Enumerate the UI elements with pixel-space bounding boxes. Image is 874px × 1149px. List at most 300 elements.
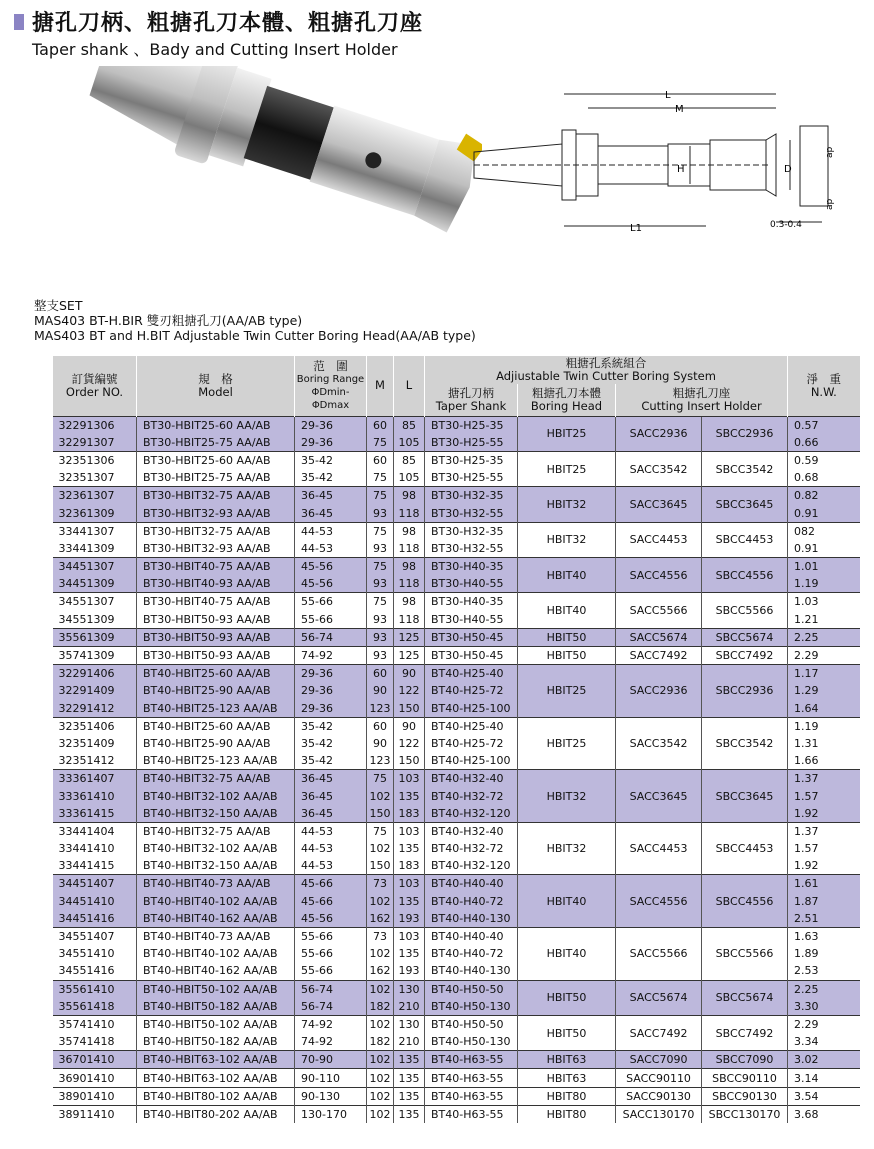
cell-holder-sbcc: SBCC4556: [702, 558, 788, 593]
cell-m-value: 182: [367, 1033, 394, 1051]
dim-ap-top: ap: [825, 146, 835, 158]
cell-l-value: 122: [394, 682, 425, 699]
cell-model: BT40-HBIT40-102 AA/AB: [137, 945, 295, 962]
cell-boring-head: HBIT40: [518, 875, 616, 928]
cell-taper-shank: BT30-H40-35: [425, 558, 518, 576]
cell-weight: 3.14: [788, 1069, 860, 1087]
spec-table: [52, 356, 860, 1123]
table-row: [53, 980, 860, 998]
cell-boring-head: HBIT25: [518, 451, 616, 486]
cell-order-no: 32291307: [53, 434, 137, 452]
cell-boring-head: HBIT40: [518, 593, 616, 628]
cell-taper-shank: BT30-H25-55: [425, 469, 518, 487]
cell-model: BT30-HBIT25-60 AA/AB: [137, 451, 295, 469]
cell-m-value: 75: [367, 522, 394, 540]
cell-weight: 1.21: [788, 611, 860, 629]
set-spec-zh: MAS403 BT-H.BIR 雙刃粗搪孔刀(AA/AB type): [34, 313, 303, 328]
cell-model: BT30-HBIT32-75 AA/AB: [137, 522, 295, 540]
cell-weight: 2.51: [788, 910, 860, 928]
cell-model: BT40-HBIT32-75 AA/AB: [137, 770, 295, 788]
cell-holder-sacc: SACC7492: [616, 646, 702, 664]
cell-boring-range: 36-45: [295, 487, 367, 505]
cell-l-value: 103: [394, 822, 425, 840]
cell-holder-sacc: SACC3542: [616, 451, 702, 486]
cell-weight: 1.31: [788, 735, 860, 752]
cell-l-value: 210: [394, 1033, 425, 1051]
cell-l-value: 125: [394, 628, 425, 646]
cell-l-value: 183: [394, 857, 425, 875]
cell-model: BT40-HBIT25-90 AA/AB: [137, 735, 295, 752]
cell-l-value: 98: [394, 522, 425, 540]
cell-weight: 1.03: [788, 593, 860, 611]
cell-holder-sbcc: SBCC7492: [702, 646, 788, 664]
cell-m-value: 102: [367, 840, 394, 857]
cell-model: BT40-HBIT50-102 AA/AB: [137, 1015, 295, 1033]
cell-m-value: 162: [367, 910, 394, 928]
cell-l-value: 105: [394, 434, 425, 452]
cell-order-no: 33441309: [58, 541, 115, 555]
cell-l-value: 135: [394, 787, 425, 804]
cell-m-value: 93: [367, 611, 394, 629]
cell-l-value: 90: [394, 717, 425, 735]
cell-order-no: 34451307: [53, 558, 137, 576]
cell-order-no: 35741309: [53, 646, 137, 664]
cell-model: BT30-HBIT40-75 AA/AB: [137, 593, 295, 611]
cell-weight: 3.68: [788, 1105, 860, 1123]
cell-model: BT40-HBIT80-102 AA/AB: [137, 1087, 295, 1105]
cell-boring-range: 35-42: [295, 717, 367, 735]
table-row: [53, 593, 860, 611]
cell-model: BT30-HBIT32-93 AA/AB: [137, 504, 295, 522]
cell-holder-sbcc: SBCC2936: [702, 665, 788, 718]
cell-m-value: 93: [367, 575, 394, 593]
cell-model: BT40-HBIT40-102 AA/AB: [137, 893, 295, 910]
cell-model: BT40-HBIT40-162 AA/AB: [137, 910, 295, 928]
cell-weight: 1.63: [788, 927, 860, 945]
cell-order-no: 35561418: [53, 998, 137, 1016]
cell-m-value: 75: [367, 770, 394, 788]
cell-boring-range: 45-56: [295, 558, 367, 576]
cell-taper-shank: BT40-H40-130: [425, 910, 518, 928]
header-system: [425, 356, 788, 384]
cell-taper-shank: BT40-H32-72: [425, 787, 518, 804]
cell-m-value: 123: [367, 700, 394, 718]
cell-m-value: 102: [367, 1069, 394, 1087]
cell-boring-head: HBIT80: [518, 1087, 616, 1105]
header-holder-en: Cutting Insert Holder: [641, 398, 762, 413]
cell-order-no: 33441415: [58, 859, 115, 873]
cell-taper-shank: BT30-H25-35: [425, 416, 518, 434]
header-range-en: Boring Range: [296, 373, 365, 385]
cell-order-no: 34551307: [53, 593, 137, 611]
cell-boring-range: 35-42: [295, 469, 367, 487]
cell-boring-head: HBIT50: [518, 646, 616, 664]
cell-m-value: 60: [367, 416, 394, 434]
cell-holder-sbcc: SBCC3645: [702, 770, 788, 823]
header-shank: [425, 384, 518, 416]
dim-H: H: [677, 164, 685, 175]
cell-order-no: 32291406: [53, 665, 137, 683]
cell-weight: 3.54: [788, 1087, 860, 1105]
header-model-en: Model: [198, 384, 233, 399]
header-holder: [616, 384, 788, 416]
cell-boring-range: 55-66: [295, 927, 367, 945]
cell-boring-range: 130-170: [295, 1105, 367, 1123]
cell-m-value: 73: [367, 875, 394, 893]
header-shank-zh: 搪孔刀柄: [448, 385, 494, 400]
cell-holder-sacc: SACC3645: [616, 487, 702, 522]
header-holder-zh: 粗搪孔刀座: [672, 385, 731, 400]
cell-l-value: 98: [394, 558, 425, 576]
cell-boring-range: 44-53: [295, 522, 367, 540]
cell-weight: 1.19: [788, 575, 860, 593]
cell-boring-range: 29-36: [295, 434, 367, 452]
cell-holder-sbcc: SBCC5566: [702, 593, 788, 628]
cell-m-value: 75: [367, 558, 394, 576]
cell-holder-sacc: SACC130170: [616, 1105, 702, 1123]
cell-weight: 1.64: [788, 700, 860, 718]
cell-m-value: 60: [367, 451, 394, 469]
cell-taper-shank: BT40-H40-72: [425, 893, 518, 910]
header-model-zh: 規 格: [198, 371, 233, 386]
cell-order-no: 35561410: [53, 980, 137, 998]
table-row: [53, 1051, 860, 1069]
cell-l-value: 118: [394, 504, 425, 522]
cell-holder-sacc: SACC5674: [616, 628, 702, 646]
dim-ap-bottom: ap: [825, 198, 835, 210]
cell-weight: 1.29: [788, 682, 860, 699]
cell-l-value: 98: [394, 487, 425, 505]
header-head: [518, 384, 616, 416]
cell-taper-shank: BT40-H25-40: [425, 665, 518, 683]
cell-boring-range: 74-92: [295, 1033, 367, 1051]
cell-weight: 2.29: [788, 1015, 860, 1033]
cell-taper-shank: BT40-H32-120: [425, 805, 518, 823]
header-weight-zh: 淨 重: [806, 371, 842, 386]
cell-l-value: 135: [394, 1051, 425, 1069]
cell-holder-sbcc: SBCC3645: [702, 487, 788, 522]
cell-holder-sbcc: SBCC4453: [702, 522, 788, 557]
cell-boring-head: HBIT50: [518, 1015, 616, 1050]
cell-taper-shank: BT40-H25-72: [425, 735, 518, 752]
cell-weight: 2.53: [788, 962, 860, 980]
cell-model: BT40-HBIT80-202 AA/AB: [137, 1105, 295, 1123]
cell-taper-shank: BT40-H40-130: [425, 962, 518, 980]
cell-order-no: 32351409: [58, 736, 115, 750]
table-row: [53, 927, 860, 945]
cell-taper-shank: BT30-H25-35: [425, 451, 518, 469]
page-header: [14, 6, 423, 60]
cell-boring-head: HBIT25: [518, 416, 616, 451]
cell-m-value: 102: [367, 787, 394, 804]
cell-taper-shank: BT40-H25-72: [425, 682, 518, 699]
cell-m-value: 102: [367, 1015, 394, 1033]
header-head-en: Boring Head: [530, 398, 603, 413]
cell-taper-shank: BT40-H50-50: [425, 980, 518, 998]
cell-boring-head: HBIT40: [518, 927, 616, 980]
dim-L: L: [665, 90, 671, 101]
cell-l-value: 90: [394, 665, 425, 683]
cell-holder-sacc: SACC2936: [616, 416, 702, 451]
cell-boring-head: HBIT32: [518, 487, 616, 522]
cell-boring-head: HBIT25: [518, 717, 616, 770]
cell-l-value: 135: [394, 1087, 425, 1105]
cell-order-no: 36701410: [53, 1051, 137, 1069]
cell-holder-sacc: SACC4453: [616, 822, 702, 875]
cell-taper-shank: BT40-H25-100: [425, 700, 518, 718]
cell-l-value: 118: [394, 540, 425, 558]
cell-boring-range: 55-66: [295, 962, 367, 980]
table-row: [53, 770, 860, 788]
cell-model: BT30-HBIT32-93 AA/AB: [137, 540, 295, 558]
cell-boring-range: 56-74: [295, 998, 367, 1016]
cell-model: BT40-HBIT50-102 AA/AB: [137, 980, 295, 998]
cell-taper-shank: BT40-H32-72: [425, 840, 518, 857]
cell-taper-shank: BT30-H32-55: [425, 540, 518, 558]
cell-taper-shank: BT30-H32-35: [425, 522, 518, 540]
cell-order-no: 35741418: [58, 1035, 115, 1049]
cell-order-no: 34551410: [58, 947, 115, 961]
header-model: [137, 356, 295, 416]
cell-order-no: 32351306: [53, 451, 137, 469]
cell-m-value: 73: [367, 927, 394, 945]
cell-order-no: 33361415: [53, 805, 137, 823]
cell-order-no: 35561309: [53, 628, 137, 646]
cell-weight: 1.01: [788, 558, 860, 576]
table-row: [53, 875, 860, 893]
cell-holder-sbcc: SBCC4453: [702, 822, 788, 875]
cell-boring-range: 35-42: [295, 451, 367, 469]
cell-model: BT30-HBIT25-75 AA/AB: [137, 469, 295, 487]
cell-model: BT40-HBIT32-150 AA/AB: [137, 857, 295, 875]
cell-taper-shank: BT40-H40-40: [425, 875, 518, 893]
cell-taper-shank: BT30-H40-55: [425, 575, 518, 593]
cell-m-value: 75: [367, 469, 394, 487]
cell-boring-range: 56-74: [295, 628, 367, 646]
cell-taper-shank: BT40-H32-40: [425, 770, 518, 788]
cell-holder-sacc: SACC5566: [616, 927, 702, 980]
cell-model: BT40-HBIT25-60 AA/AB: [137, 665, 295, 683]
cell-m-value: 75: [367, 822, 394, 840]
cell-boring-range: 70-90: [295, 1051, 367, 1069]
cell-holder-sbcc: SBCC5674: [702, 980, 788, 1015]
cell-weight: 3.02: [788, 1051, 860, 1069]
header-range-zh: 范 圍: [313, 358, 348, 373]
table-row: [53, 416, 860, 434]
cell-l-value: 122: [394, 735, 425, 752]
cell-boring-range: 44-53: [295, 822, 367, 840]
header-weight: [788, 356, 860, 416]
cell-m-value: 75: [367, 434, 394, 452]
cell-weight: 3.34: [788, 1033, 860, 1051]
cell-boring-head: HBIT32: [518, 522, 616, 557]
cell-weight: 1.37: [788, 770, 860, 788]
cell-order-no: 32291306: [53, 416, 137, 434]
set-spec-en: MAS403 BT and H.BIT Adjustable Twin Cutter Boring Head(AA/AB type): [34, 328, 476, 343]
cell-weight: 1.89: [788, 945, 860, 962]
cell-boring-range: 55-66: [295, 611, 367, 629]
cell-weight: 2.25: [788, 980, 860, 998]
cell-holder-sacc: SACC2936: [616, 665, 702, 718]
cell-m-value: 93: [367, 628, 394, 646]
header-range: [295, 356, 367, 416]
cell-l-value: 103: [394, 770, 425, 788]
cell-order-no: 33441410: [58, 842, 115, 856]
cell-m-value: 102: [367, 945, 394, 962]
cell-holder-sacc: SACC90130: [616, 1087, 702, 1105]
dim-L1: L1: [630, 223, 642, 234]
table-row: [53, 558, 860, 576]
table-row: [53, 646, 860, 664]
table-row: [53, 451, 860, 469]
cell-m-value: 93: [367, 646, 394, 664]
cell-m-value: 102: [367, 1087, 394, 1105]
cell-boring-range: 45-66: [295, 875, 367, 893]
cell-boring-range: 35-42: [295, 752, 367, 770]
cell-holder-sacc: SACC7492: [616, 1015, 702, 1050]
header-order-en: Order NO.: [65, 384, 124, 399]
cell-boring-range: 74-92: [295, 1015, 367, 1033]
cell-model: BT40-HBIT32-102 AA/AB: [137, 840, 295, 857]
cell-model: BT30-HBIT50-93 AA/AB: [137, 611, 295, 629]
table-row: [53, 1069, 860, 1087]
cell-order-no: 34451309: [53, 575, 137, 593]
cell-l-value: 125: [394, 646, 425, 664]
cell-taper-shank: BT30-H40-55: [425, 611, 518, 629]
cell-taper-shank: BT40-H50-50: [425, 1015, 518, 1033]
cell-m-value: 75: [367, 593, 394, 611]
cell-l-value: 135: [394, 840, 425, 857]
table-row: [53, 822, 860, 840]
cell-order-no: 33361410: [53, 787, 137, 804]
cell-m-value: 93: [367, 504, 394, 522]
cell-l-value: 103: [394, 875, 425, 893]
cell-order-no: 35741410: [53, 1015, 137, 1033]
cell-order-no: 34451407: [53, 875, 137, 893]
table-body: [53, 416, 860, 1123]
cell-l-value: 118: [394, 611, 425, 629]
header-weight-en: N.W.: [810, 384, 837, 399]
cell-boring-range: 90-130: [295, 1087, 367, 1105]
cell-taper-shank: BT40-H40-72: [425, 945, 518, 962]
dim-clearance: 0.3-0.4: [770, 220, 802, 230]
table-row: [53, 1015, 860, 1033]
cell-boring-range: 36-45: [295, 805, 367, 823]
cell-boring-range: 36-45: [295, 504, 367, 522]
page-title-zh: 搪孔刀柄、粗搪孔刀本體、粗搪孔刀座: [32, 11, 424, 36]
cell-order-no: 34551407: [53, 927, 137, 945]
cell-m-value: 102: [367, 1105, 394, 1123]
cell-weight: 0.66: [788, 434, 860, 452]
cell-boring-head: HBIT80: [518, 1105, 616, 1123]
cell-weight: 1.92: [788, 857, 860, 875]
cell-order-no: 36901410: [53, 1069, 137, 1087]
cell-model: BT40-HBIT40-73 AA/AB: [137, 927, 295, 945]
table-row: [53, 487, 860, 505]
cell-taper-shank: BT30-H50-45: [425, 628, 518, 646]
cell-order-no: 32291409: [53, 682, 137, 699]
cell-boring-head: HBIT63: [518, 1051, 616, 1069]
cell-taper-shank: BT40-H63-55: [425, 1105, 518, 1123]
cell-weight: 3.30: [788, 998, 860, 1016]
cell-m-value: 102: [367, 1051, 394, 1069]
cell-order-no: 34451410: [53, 893, 137, 910]
cell-l-value: 210: [394, 998, 425, 1016]
cell-holder-sacc: SACC3542: [616, 717, 702, 770]
title-marker: [14, 14, 24, 30]
cell-m-value: 60: [367, 665, 394, 683]
cell-holder-sbcc: SBCC5674: [702, 628, 788, 646]
dim-D: D: [784, 164, 792, 175]
cell-boring-range: 74-92: [295, 646, 367, 664]
cell-holder-sbcc: SBCC90130: [702, 1087, 788, 1105]
spec-table-wrapper: [52, 356, 859, 1123]
cell-weight: 1.66: [788, 752, 860, 770]
cell-m-value: 150: [367, 857, 394, 875]
cell-model: BT40-HBIT40-73 AA/AB: [137, 875, 295, 893]
cell-boring-head: HBIT63: [518, 1069, 616, 1087]
cell-weight: 1.17: [788, 665, 860, 683]
cell-boring-range: 36-45: [295, 770, 367, 788]
cell-holder-sacc: SACC4556: [616, 558, 702, 593]
cell-taper-shank: BT30-H40-35: [425, 593, 518, 611]
cell-holder-sacc: SACC7090: [616, 1051, 702, 1069]
header-l: L: [394, 356, 425, 416]
cell-model: BT40-HBIT32-150 AA/AB: [137, 805, 295, 823]
cell-holder-sacc: SACC5566: [616, 593, 702, 628]
cell-boring-range: 44-53: [295, 840, 367, 857]
cell-holder-sacc: SACC5674: [616, 980, 702, 1015]
cell-boring-range: 45-66: [295, 893, 367, 910]
cell-holder-sacc: SACC4453: [616, 522, 702, 557]
cell-taper-shank: BT40-H25-40: [425, 717, 518, 735]
table-row: [53, 1105, 860, 1123]
table-row: [53, 1087, 860, 1105]
cell-boring-range: 90-110: [295, 1069, 367, 1087]
cell-l-value: 183: [394, 805, 425, 823]
cell-model: BT40-HBIT63-102 AA/AB: [137, 1051, 295, 1069]
cell-taper-shank: BT40-H40-40: [425, 927, 518, 945]
cell-model: BT40-HBIT32-102 AA/AB: [137, 787, 295, 804]
cell-l-value: 150: [394, 700, 425, 718]
cell-model: BT30-HBIT50-93 AA/AB: [137, 646, 295, 664]
cell-weight: 1.57: [788, 787, 860, 804]
cell-boring-head: HBIT40: [518, 558, 616, 593]
cell-l-value: 130: [394, 1015, 425, 1033]
cell-taper-shank: BT40-H63-55: [425, 1051, 518, 1069]
cell-boring-range: 29-36: [295, 682, 367, 699]
table-row: [53, 717, 860, 735]
cell-l-value: 105: [394, 469, 425, 487]
cell-boring-range: 29-36: [295, 665, 367, 683]
cell-taper-shank: BT40-H50-130: [425, 998, 518, 1016]
cell-boring-range: 45-56: [295, 910, 367, 928]
header-range-en2: ΦDmin-ΦDmax: [311, 386, 350, 411]
cell-taper-shank: BT40-H50-130: [425, 1033, 518, 1051]
cell-holder-sacc: SACC4556: [616, 875, 702, 928]
header-system-zh: 粗搪孔系統組合: [565, 356, 647, 370]
cell-m-value: 90: [367, 682, 394, 699]
cell-boring-head: HBIT32: [518, 822, 616, 875]
cell-model: BT40-HBIT50-182 AA/AB: [137, 998, 295, 1016]
cell-model: BT30-HBIT25-60 AA/AB: [137, 416, 295, 434]
cell-holder-sacc: SACC3645: [616, 770, 702, 823]
cell-m-value: 90: [367, 735, 394, 752]
cell-model: BT40-HBIT50-182 AA/AB: [137, 1033, 295, 1051]
cell-holder-sbcc: SBCC7090: [702, 1051, 788, 1069]
cell-model: BT30-HBIT50-93 AA/AB: [137, 628, 295, 646]
cell-m-value: 162: [367, 962, 394, 980]
